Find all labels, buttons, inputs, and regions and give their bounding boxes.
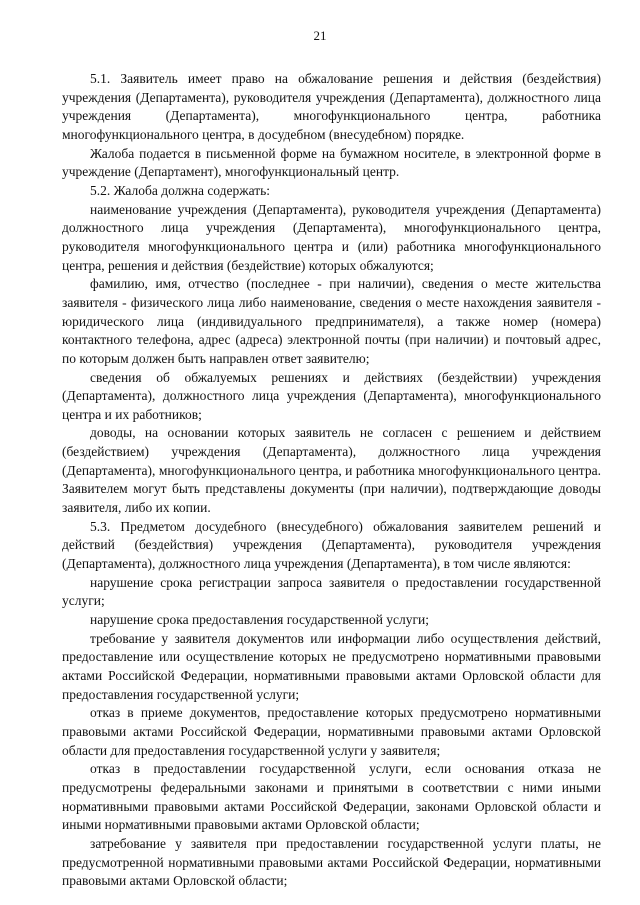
paragraph-5-3: 5.3. Предметом досудебного (внесудебного) обжалования заявителем решений и действий (бездействия) учреждения (Департамента), руководителя учреждения (Департамента), должностного лица учреждения (Департамента), в том числе являются: bbox=[62, 518, 601, 572]
list-item-arguments: доводы, на основании которых заявитель не согласен с решением и действием (бездействием) учреждения (Департамента), должностного лица учреждения (Департамента), многофункционального центра, и работника многофункционального центра. Заявителем могут быть представлены документы (при наличии), подтверждающие доводы заявителя, либо их копии. bbox=[62, 425, 601, 516]
list-item-registration-deadline: нарушение срока регистрации запроса заявителя о предоставлении государственной услуги; bbox=[62, 574, 601, 609]
list-item-name: наименование учреждения (Департамента), руководителя учреждения (Департамента) должностного лица учреждения (Департамента), многофункционального центра, руководителя многофункционального центра и (или) работника многофункционального центра, решения и действия (бездействие) которых обжалуются; bbox=[62, 201, 601, 273]
paragraph-5-1: 5.1. Заявитель имеет право на обжалование решения и действия (бездействия) учреждения (Департамента), руководителя учреждения (Департамента), должностного лица учреждения (Департамента), многофункционального центра, работника многофункционального центра, в досудебном (внесудебном) порядке. bbox=[62, 71, 601, 142]
list-item-appealed-decisions: сведения об обжалуемых решениях и действиях (бездействии) учреждения (Департамента), должностного лица учреждения (Департамента), многофункционального центра и их работников; bbox=[62, 369, 601, 422]
list-item-fee-demand: затребование у заявителя при предоставлении государственной услуги платы, не предусмотренной нормативными правовыми актами Российской Федерации, нормативными правовыми актами Орловской области; bbox=[62, 835, 601, 889]
paragraph-complaint-form: Жалоба подается в письменной форме на бумажном носителе, в электронной форме в учреждение (Департамент), многофункциональный центр. bbox=[62, 145, 601, 180]
paragraph-5-2: 5.2. Жалоба должна содержать: bbox=[90, 182, 271, 198]
document-body bbox=[62, 70, 601, 891]
list-item-service-refusal: отказ в предоставлении государственной услуги, если основания отказа не предусмотрены федеральными законами и принятыми в соответствии с ними иными нормативными правовыми актами Российской Федерации, законами Орловской области и иными нормативными правовыми актами Орловской области; bbox=[62, 761, 601, 833]
page-number: 21 bbox=[313, 28, 327, 43]
list-item-document-refusal: отказ в приеме документов, предоставление которых предусмотрено нормативными правовыми актами Российской Федерации, нормативными правовыми актами Орловской области для предоставления государственной услуги у заявителя; bbox=[62, 705, 601, 758]
list-item-applicant-info: фамилию, имя, отчество (последнее - при наличии), сведения о месте жительства заявителя - физического лица либо наименование, сведения о месте нахождения заявителя - юридического лица (индивидуального предпринимателя), а также номер (номера) контактного телефона, адрес (адреса) электронной почты (при наличии) и почтовый адрес, по которым должен быть направлен ответ заявителю; bbox=[62, 276, 601, 366]
list-item-service-deadline: нарушение срока предоставления государственной услуги; bbox=[90, 612, 430, 628]
list-item-document-requirement: требование у заявителя документов или информации либо осуществления действий, предоставление или осуществление которых не предусмотрено нормативными правовыми актами Российской Федерации, нормативными правовыми актами Орловской области для предоставления государственной услуги; bbox=[62, 630, 601, 702]
